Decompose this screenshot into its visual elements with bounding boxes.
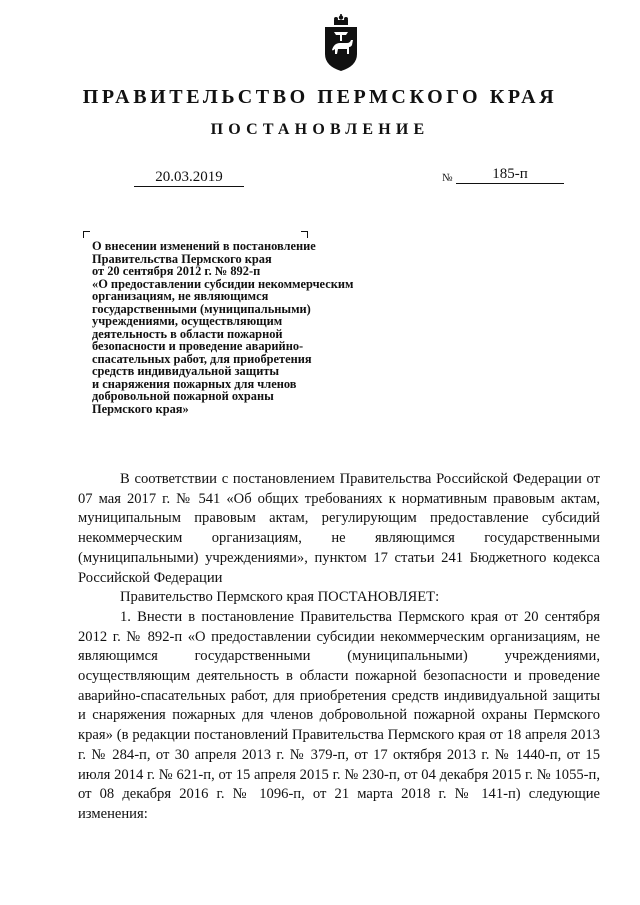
- number-sign: №: [442, 172, 453, 184]
- subject-line: средств индивидуальной защиты: [92, 364, 280, 378]
- subject-line: учреждениями, осуществляющим: [92, 314, 283, 328]
- subject-line: «О предоставлении субсидии некоммерческим: [92, 276, 354, 291]
- subject-line: добровольной пожарной охраны: [92, 389, 274, 403]
- subject-line: и снаряжения пожарных для членов: [92, 376, 297, 391]
- subject-line: Пермского края»: [92, 401, 189, 416]
- document-body: [78, 470, 600, 825]
- subject-line: спасательных работ, для приобретения: [92, 351, 312, 366]
- subject-line: Правительства Пермского края: [92, 251, 272, 266]
- item-1-paragraph: 1. Внести в постановление Правительства Пермского края от 20 сентября 2012 г. № 892-п «О предоставлении субсидии некоммерческим организациям, не являющимся государственными (муниципальными) учреждениями, осуществляющим деятельность в области пожарной безопасности и проведение аварийно-спасательных работ, для приобретения средств индивидуальной защиты и снаряжения пожарных для членов добровольной пожарной охраны Пермского края» (в редакции постановлений Правительства Пермского края от 18 апреля 2013 г. № 284-п, от 30 апреля 2013 г. № 379-п, от 17 октября 2013 г. № 1440-п, от 15 июля 2014 г. № 621-п, от 15 апреля 2015 г. № 230-п, от 04 декабря 2015 г. № 1055-п, от 08 декабря 2016 г. № 1096-п, от 21 марта 2018 г. № 141-п) следующие изменения:: [78, 608, 600, 822]
- preamble-paragraph: В соответствии с постановлением Правительства Российской Федерации от 07 мая 2017 г. № 541 «Об общих требованиях к нормативным правовым актам, муниципальным правовым актам, регулирующим предоставление субсидий некоммерческим организациям, не являющимся государственными (муниципальными) учреждениями», пунктом 17 статьи 241 Бюджетного кодекса Российской Федерации: [78, 471, 600, 586]
- subject-line: организациям, не являющимся: [92, 289, 269, 303]
- document-date: 20.03.2019: [134, 169, 244, 187]
- document-type: ПОСТАНОВЛЕНИЕ: [210, 121, 430, 138]
- subject-corner-left: [83, 231, 90, 238]
- subject-line: государственными (муниципальными): [92, 301, 311, 316]
- subject-line: О внесении изменений в постановление: [92, 239, 316, 253]
- resolution-paragraph: Правительство Пермского края ПОСТАНОВЛЯЕТ:: [120, 589, 440, 606]
- document-number: 185-п: [456, 166, 564, 184]
- subject-line: деятельность в области пожарной: [92, 326, 283, 341]
- document-subject: [92, 240, 422, 415]
- coat-of-arms-icon: [322, 14, 360, 72]
- organization-title: ПРАВИТЕЛЬСТВО ПЕРМСКОГО КРАЯ: [82, 86, 558, 108]
- subject-line: безопасности и проведение аварийно-: [92, 339, 304, 353]
- subject-corner-right: [301, 231, 308, 238]
- subject-line: от 20 сентября 2012 г. № 892-п: [92, 264, 261, 278]
